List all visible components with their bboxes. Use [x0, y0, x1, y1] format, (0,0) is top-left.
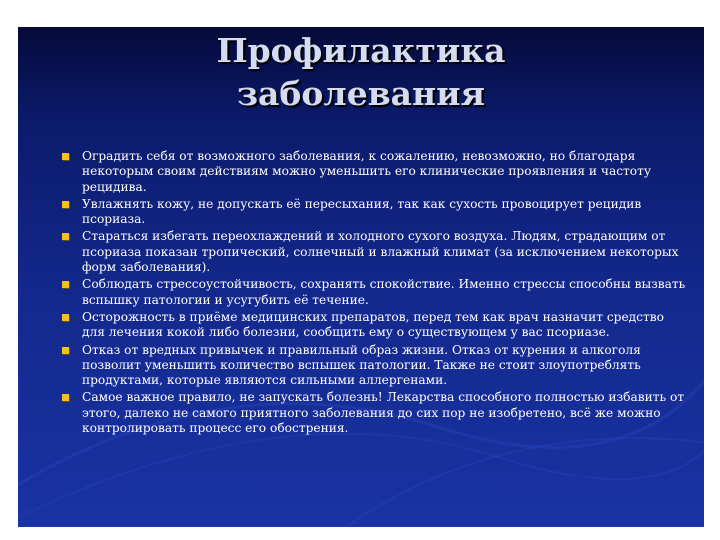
- bullet-text: Стараться избегать переохлаждений и холодного сухого воздуха. Людям, страдающим от псориаза показан тропический, солнечный и влажный климат (за исключением некоторых форм заболевания).: [82, 229, 679, 275]
- bullet-item: [62, 343, 686, 389]
- bullet-text: Увлажнять кожу, не допускать её пересыхания, так как сухость провоцирует рецидив псориаза.: [82, 196, 642, 227]
- bullet-square-icon: [62, 394, 69, 401]
- bullet-square-icon: [62, 153, 69, 160]
- bullet-item: [62, 197, 686, 228]
- bullet-item: [62, 149, 686, 195]
- bullet-item: [62, 277, 686, 308]
- bullet-square-icon: [62, 281, 69, 288]
- slide-title: [18, 29, 704, 115]
- bullet-square-icon: [62, 201, 69, 208]
- bullet-text: Отказ от вредных привычек и правильный образ жизни. Отказ от курения и алкоголя позволит уменьшить количество вспышек патологии. Также не стоит злоупотреблять продуктами, которые являются сильными аллергенами.: [82, 342, 641, 388]
- slide-title-line1: Профилактика: [216, 31, 506, 70]
- bullet-text: Самое важное правило, не запускать болезнь! Лекарства способного полностью избавить от этого, далеко не самого приятного заболевания до сих пор не изобретено, всё же можно контролировать процесс его обострения.: [82, 390, 685, 436]
- bullet-item: [62, 310, 686, 341]
- bullet-list: [62, 149, 686, 438]
- slide-title-line2: заболевания: [236, 74, 486, 113]
- bullet-item: [62, 229, 686, 275]
- bullet-text: Соблюдать стрессоустойчивость, сохранять спокойствие. Именно стрессы способны вызвать вспышку патологии и усугубить её течение.: [82, 277, 686, 307]
- bullet-square-icon: [62, 314, 69, 321]
- bullet-text: Осторожность в приёме медицинских препаратов, перед тем как врач назначит средство для лечения кокой либо болезни, сообщить ему о существующем у вас псориазе.: [82, 309, 664, 340]
- bullet-square-icon: [62, 233, 69, 240]
- bullet-text: Оградить себя от возможного заболевания, к сожалению, невозможно, но благодаря некоторым своим действиям можно уменьшить его клинические проявления и частоту рецидива.: [82, 149, 652, 194]
- bullet-item: [62, 390, 686, 436]
- bullet-square-icon: [62, 347, 69, 354]
- presentation-slide: [18, 27, 704, 527]
